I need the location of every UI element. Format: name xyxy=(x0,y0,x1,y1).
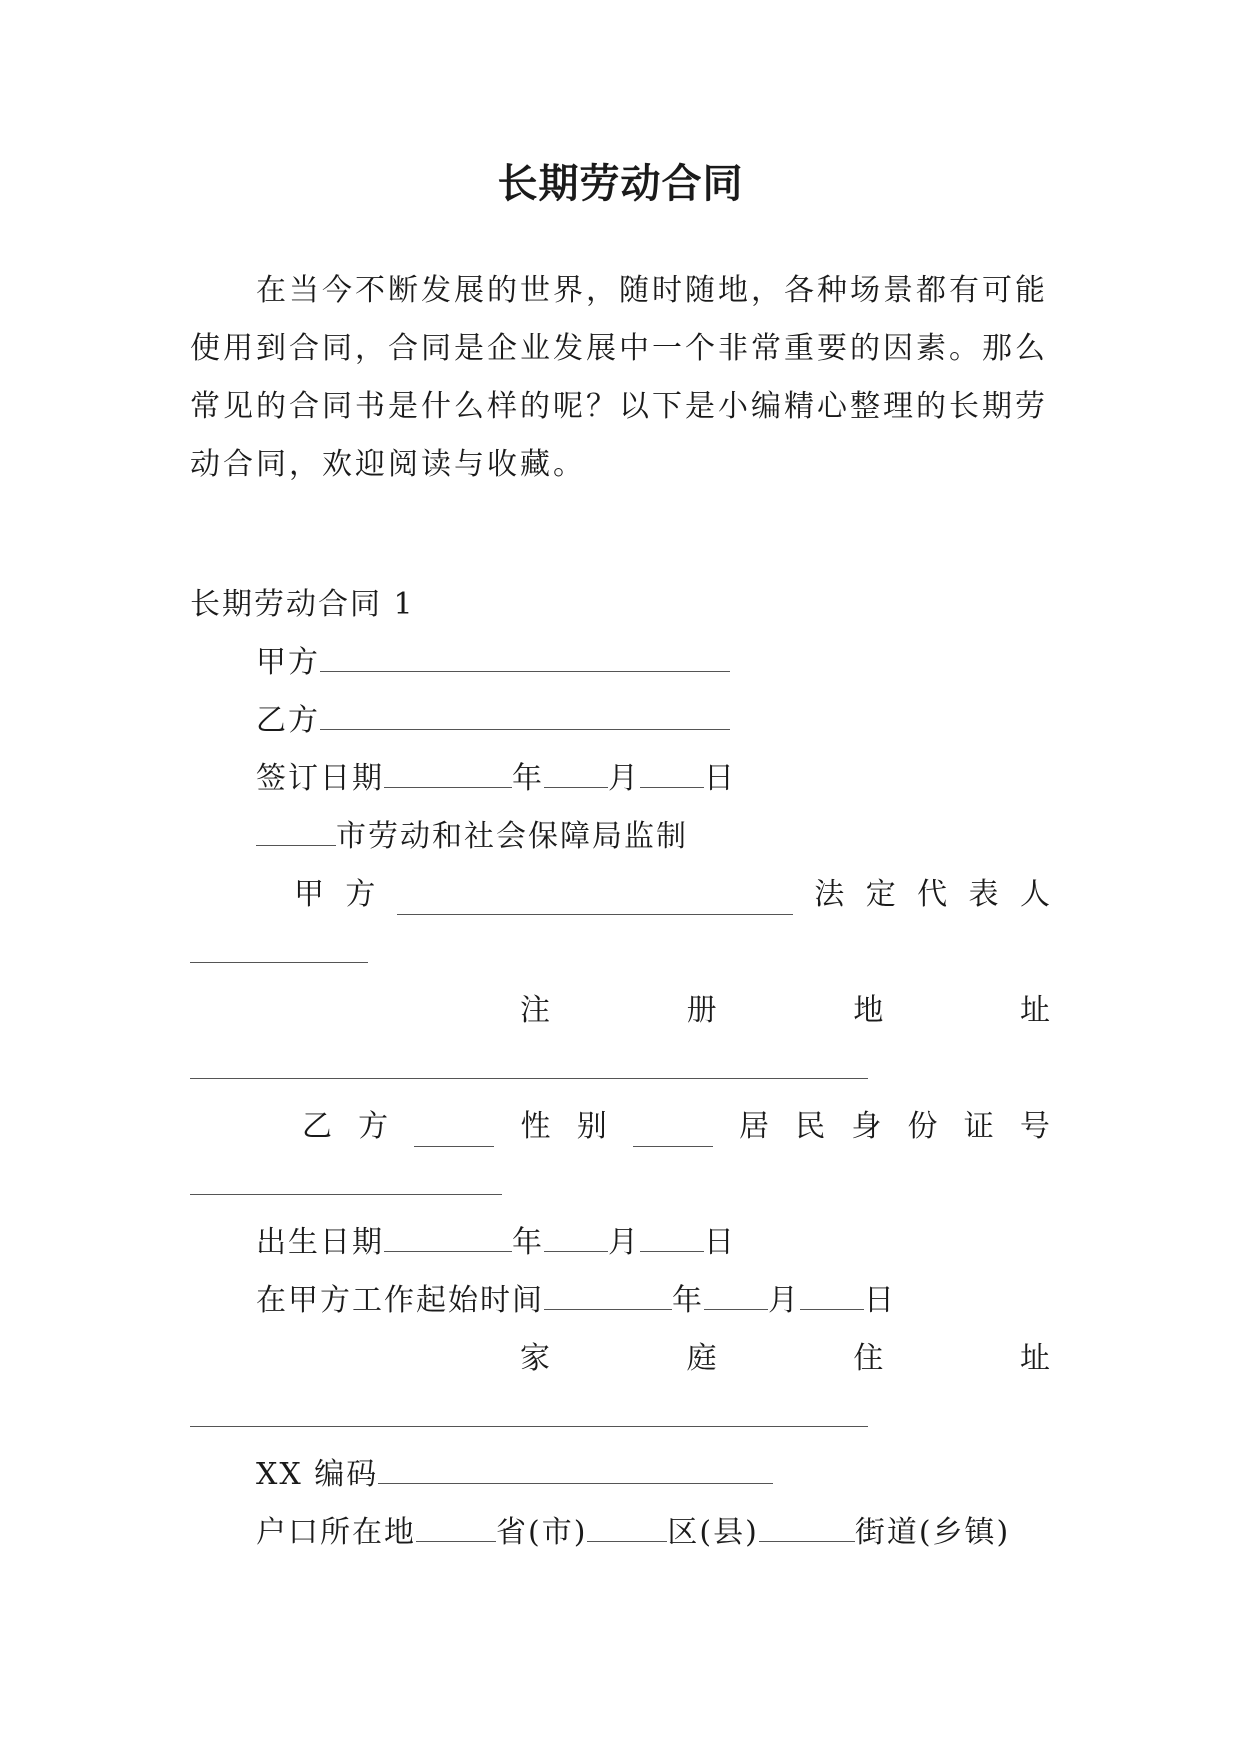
sign-year-label: 年 xyxy=(512,761,544,796)
party-a-blank[interactable] xyxy=(320,647,730,672)
reg-address-blank[interactable] xyxy=(190,1078,868,1079)
row-a-char-5: 表 xyxy=(968,877,999,912)
row-b-char-5: 民 xyxy=(795,1109,826,1144)
home-address-char-1: 庭 xyxy=(686,1341,717,1376)
reg-address-char-3: 址 xyxy=(1019,993,1050,1028)
sign-month-label: 月 xyxy=(608,761,640,796)
start-time-label: 在甲方工作起始时间 xyxy=(256,1283,544,1318)
row-b-char-4: 居 xyxy=(739,1109,770,1144)
start-day-label: 日 xyxy=(864,1283,896,1318)
province-blank[interactable] xyxy=(416,1517,496,1542)
start-year-blank[interactable] xyxy=(544,1285,672,1310)
sign-day-label: 日 xyxy=(704,761,736,796)
district-label: 区(县) xyxy=(667,1515,759,1550)
row-a-char-0: 甲 xyxy=(294,877,324,912)
party-b-label: 乙方 xyxy=(256,703,320,738)
city-blank[interactable] xyxy=(256,821,336,846)
bureau-label: 市劳动和社会保障局监制 xyxy=(336,819,688,854)
home-address-char-2: 住 xyxy=(853,1341,884,1376)
row-a-char-2: 法 xyxy=(814,877,845,912)
street-blank[interactable] xyxy=(759,1517,855,1542)
party-a-name-blank[interactable] xyxy=(397,890,793,915)
row-b-char-7: 份 xyxy=(907,1109,938,1144)
home-address-char-0: 家 xyxy=(520,1341,550,1376)
birth-month-label: 月 xyxy=(608,1225,640,1260)
reg-address-char-0: 注 xyxy=(520,993,550,1028)
row-b-char-2: 性 xyxy=(520,1109,551,1144)
start-month-label: 月 xyxy=(768,1283,800,1318)
legal-rep-blank[interactable] xyxy=(190,962,368,963)
sign-date-label: 签订日期 xyxy=(256,761,384,796)
reg-address-char-2: 地 xyxy=(853,993,884,1028)
code-blank[interactable] xyxy=(378,1459,773,1484)
reg-address-row xyxy=(190,991,1050,1031)
party-b-info-row xyxy=(190,1107,1050,1147)
sign-date-line xyxy=(256,759,736,799)
row-b-char-3: 别 xyxy=(576,1109,607,1144)
start-day-blank[interactable] xyxy=(800,1285,864,1310)
id-number-blank[interactable] xyxy=(190,1194,502,1195)
start-year-label: 年 xyxy=(672,1283,704,1318)
row-b-char-8: 证 xyxy=(963,1109,994,1144)
code-label: XX 编码 xyxy=(256,1457,379,1492)
birth-year-blank[interactable] xyxy=(384,1227,512,1252)
home-address-blank[interactable] xyxy=(190,1426,868,1427)
sign-year-blank[interactable] xyxy=(384,763,512,788)
party-b-name-blank[interactable] xyxy=(414,1122,494,1147)
row-a-char-1: 方 xyxy=(345,877,376,912)
start-time-line xyxy=(256,1281,896,1321)
row-b-char-9: 号 xyxy=(1019,1109,1050,1144)
row-b-char-1: 方 xyxy=(358,1109,389,1144)
hukou-label: 户口所在地 xyxy=(256,1515,416,1550)
birth-date-line xyxy=(256,1223,736,1263)
street-label: 街道(乡镇) xyxy=(854,1515,1011,1550)
sign-month-blank[interactable] xyxy=(544,763,608,788)
row-b-char-6: 身 xyxy=(851,1109,882,1144)
code-line xyxy=(256,1455,773,1495)
birth-day-label: 日 xyxy=(704,1225,736,1260)
row-b-char-0: 乙 xyxy=(302,1109,332,1144)
birth-month-blank[interactable] xyxy=(544,1227,608,1252)
district-blank[interactable] xyxy=(587,1517,667,1542)
birth-date-label: 出生日期 xyxy=(256,1225,384,1260)
party-b-line xyxy=(256,701,730,741)
party-a-line xyxy=(256,643,730,683)
sign-day-blank[interactable] xyxy=(640,763,704,788)
party-a-label: 甲方 xyxy=(256,645,320,680)
reg-address-char-1: 册 xyxy=(686,993,717,1028)
party-b-blank[interactable] xyxy=(320,705,730,730)
province-label: 省(市) xyxy=(496,1515,588,1550)
home-address-char-3: 址 xyxy=(1019,1341,1050,1376)
bureau-line xyxy=(256,817,688,857)
party-a-rep-row xyxy=(190,875,1050,915)
birth-year-label: 年 xyxy=(512,1225,544,1260)
section-heading: 长期劳动合同 1 xyxy=(190,587,415,622)
gender-blank[interactable] xyxy=(633,1122,713,1147)
hukou-line xyxy=(256,1513,1010,1553)
home-address-row xyxy=(190,1339,1050,1379)
document-title: 长期劳动合同 xyxy=(497,161,744,207)
row-a-char-6: 人 xyxy=(1019,877,1050,912)
birth-day-blank[interactable] xyxy=(640,1227,704,1252)
intro-paragraph: 在当今不断发展的世界，随时随地，各种场景都有可能使用到合同，合同是企业发展中一个非常重要的因素。那么常见的合同书是什么样的呢？以下是小编精心整理的长期劳动合同，欢迎阅读与收藏。 xyxy=(190,273,1048,482)
start-month-blank[interactable] xyxy=(704,1285,768,1310)
row-a-char-3: 定 xyxy=(865,877,896,912)
row-a-char-4: 代 xyxy=(917,877,948,912)
